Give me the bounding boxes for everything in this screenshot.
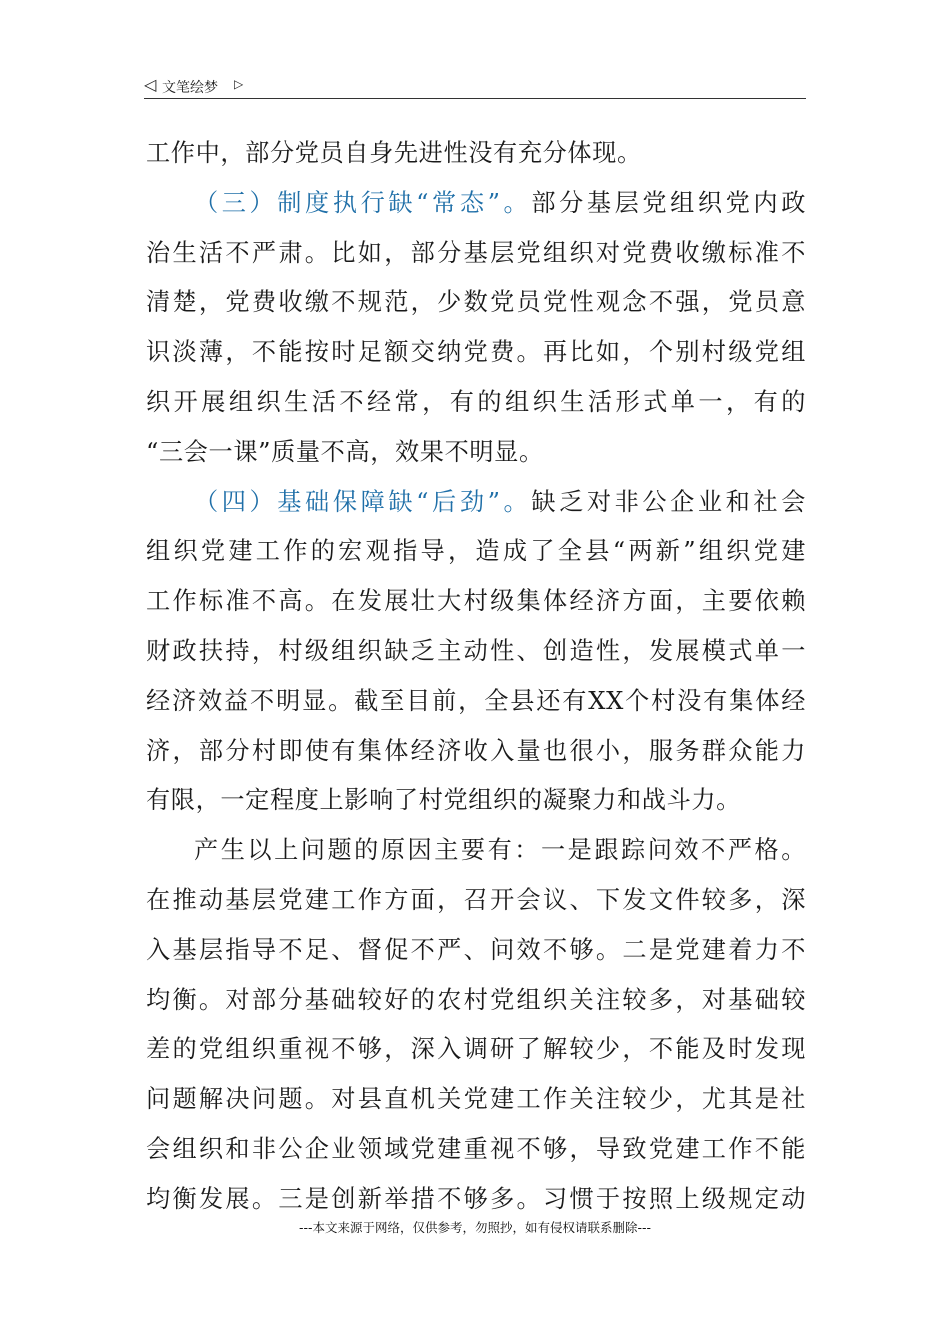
document-body (146, 129, 806, 1225)
section-heading: （四）基础保障缺“后劲”。 (194, 487, 532, 516)
line-text: 差的党组织重视不够，深入调研了解较少，不能及时发现 (146, 1035, 806, 1064)
text-line (146, 428, 806, 478)
header-rule (144, 98, 806, 99)
text-line (146, 1025, 806, 1075)
line-text: 工作中，部分党员自身先进性没有充分体现。 (146, 139, 642, 167)
left-triangle-icon: ◁ (144, 75, 157, 94)
text-line (146, 1075, 806, 1125)
text-line (146, 926, 806, 976)
line-text: “三会一课”质量不高，效果不明显。 (146, 437, 544, 466)
right-triangle-icon: ▷ (234, 77, 244, 91)
header-brand: 文笔绘梦 (162, 80, 218, 96)
line-text: 会组织和非公企业领域党建重视不够，导致党建工作不能 (146, 1134, 806, 1163)
text-line (146, 677, 806, 727)
line-text: 治生活不严肃。比如，部分基层党组织对党费收缴标准不 (146, 238, 806, 267)
text-line (146, 976, 806, 1026)
line-text: 工作标准不高。在发展壮大村级集体经济方面，主要依赖 (146, 587, 806, 616)
section-heading: （三）制度执行缺“常态”。 (194, 188, 532, 217)
line-text: 有限，一定程度上影响了村党组织的凝聚力和战斗力。 (146, 786, 741, 815)
text-line (146, 826, 806, 876)
text-line (146, 179, 806, 229)
text-line (146, 876, 806, 926)
line-text: 识淡薄，不能按时足额交纳党费。再比如，个别村级党组 (146, 338, 806, 367)
line-text: 织开展组织生活不经常，有的组织生活形式单一，有的 (146, 387, 806, 416)
line-text: 在推动基层党建工作方面，召开会议、下发文件较多，深 (146, 885, 806, 914)
text-line (146, 278, 806, 328)
text-line (146, 627, 806, 677)
line-text: 清楚，党费收缴不规范，少数党员党性观念不强，党员意 (146, 288, 806, 317)
footer-disclaimer: ---本文来源于网络，仅供参考，勿照抄，如有侵权请联系删除--- (298, 1220, 652, 1235)
line-text: 均衡。对部分基础较好的农村党组织关注较多，对基础较 (146, 985, 806, 1014)
line-text: 均衡发展。三是创新举措不够多。习惯于按照上级规定动 (146, 1184, 806, 1213)
line-text: 财政扶持，村级组织缺乏主动性、创造性，发展模式单一 (146, 636, 806, 665)
text-line (146, 776, 806, 826)
text-line (146, 727, 806, 777)
text-line (146, 1125, 806, 1175)
line-text: 经济效益不明显。截至目前，全县还有XX个村没有集体经 (146, 686, 806, 715)
text-line (146, 527, 806, 577)
line-text: 产生以上问题的原因主要有：一是跟踪问效不严格。 (194, 836, 806, 865)
line-text: 入基层指导不足、督促不严、问效不够。二是党建着力不 (146, 935, 806, 964)
text-line (146, 378, 806, 428)
page-header (144, 74, 806, 98)
line-text: 问题解决问题。对县直机关党建工作关注较少，尤其是社 (146, 1085, 806, 1114)
line-text: 济，部分村即使有集体经济收入量也很小，服务群众能力 (146, 736, 806, 765)
text-line (146, 328, 806, 378)
text-line (146, 229, 806, 279)
line-text: 缺乏对非公企业和社会 (531, 487, 806, 516)
text-line (146, 478, 806, 528)
line-text: 部分基层党组织党内政 (531, 188, 806, 217)
text-line (146, 129, 806, 179)
line-text: 组织党建工作的宏观指导，造成了全县“两新”组织党建 (146, 537, 806, 566)
text-line (146, 577, 806, 627)
